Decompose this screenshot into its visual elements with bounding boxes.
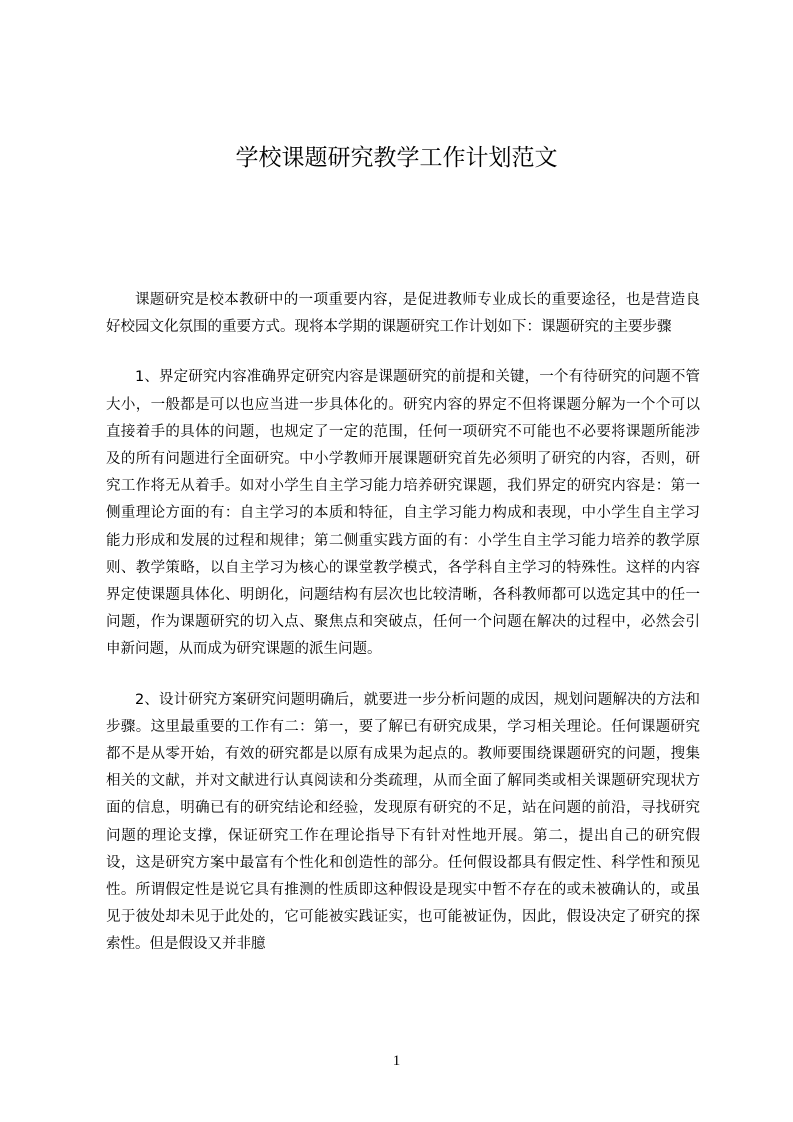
document-body — [106, 287, 700, 982]
paragraph-intro: 课题研究是校本教研中的一项重要内容，是促进教师专业成长的重要途径，也是营造良好校园文化氛围的重要方式。现将本学期的课题研究工作计划如下：课题研究的主要步骤 — [106, 292, 700, 336]
document-title: 学校课题研究教学工作计划范文 — [235, 145, 558, 171]
page-number: 1 — [392, 1053, 401, 1069]
paragraph-design-research-plan: 2、设计研究方案研究问题明确后，就要进一步分析问题的成因，规划问题解决的方法和步骤。这里最重要的工作有二：第一，要了解已有研究成果，学习相关理论。任何课题研究都不是从零开始，有效的研究都是以原有成果为起点的。教师要围绕课题研究的问题，搜集相关的文献，并对文献进行认真阅读和分类疏理，从而全面了解同类或相关课题研究现状方面的信息，明确已有的研究结论和经验，发现原有研究的不足，站在问题的前沿，寻找研究问题的理论支撑，保证研究工作在理论指导下有针对性地开展。第二，提出自己的研究假设，这是研究方案中最富有个性化和创造性的部分。任何假设都具有假定性、科学性和预见性。所谓假定性是说它具有推测的性质即这种假设是现实中暂不存在的或未被确认的，或虽见于彼处却未见于此处的，它可能被实践证实，也可能被证伪，因此，假设决定了研究的探索性。但是假设又并非臆 — [106, 691, 700, 953]
paragraph-define-research-content: 1、界定研究内容准确界定研究内容是课题研究的前提和关键，一个有待研究的问题不管大小，一般都是可以也应当进一步具体化的。研究内容的界定不但将课题分解为一个个可以直接着手的具体的问题，也规定了一定的范围，任何一项研究不可能也不必要将课题所能涉及的所有问题进行全面研究。中小学教师开展课题研究首先必须明了研究的内容，否则，研究工作将无从着手。如对小学生自主学习能力培养研究课题，我们界定的研究内容是：第一侧重理论方面的有：自主学习的本质和特征，自主学习能力构成和表现，中小学生自主学习能力形成和发展的过程和规律；第二侧重实践方面的有：小学生自主学习能力培养的教学原则、教学策略，以自主学习为核心的课堂教学模式，各学科自主学习的特殊性。这样的内容界定使课题具体化、明朗化，问题结构有层次也比较清晰，各科教师都可以选定其中的任一问题，作为课题研究的切入点、聚焦点和突破点，任何一个问题在解决的过程中，必然会引申新问题，从而成为研究课题的派生问题。 — [106, 369, 700, 658]
